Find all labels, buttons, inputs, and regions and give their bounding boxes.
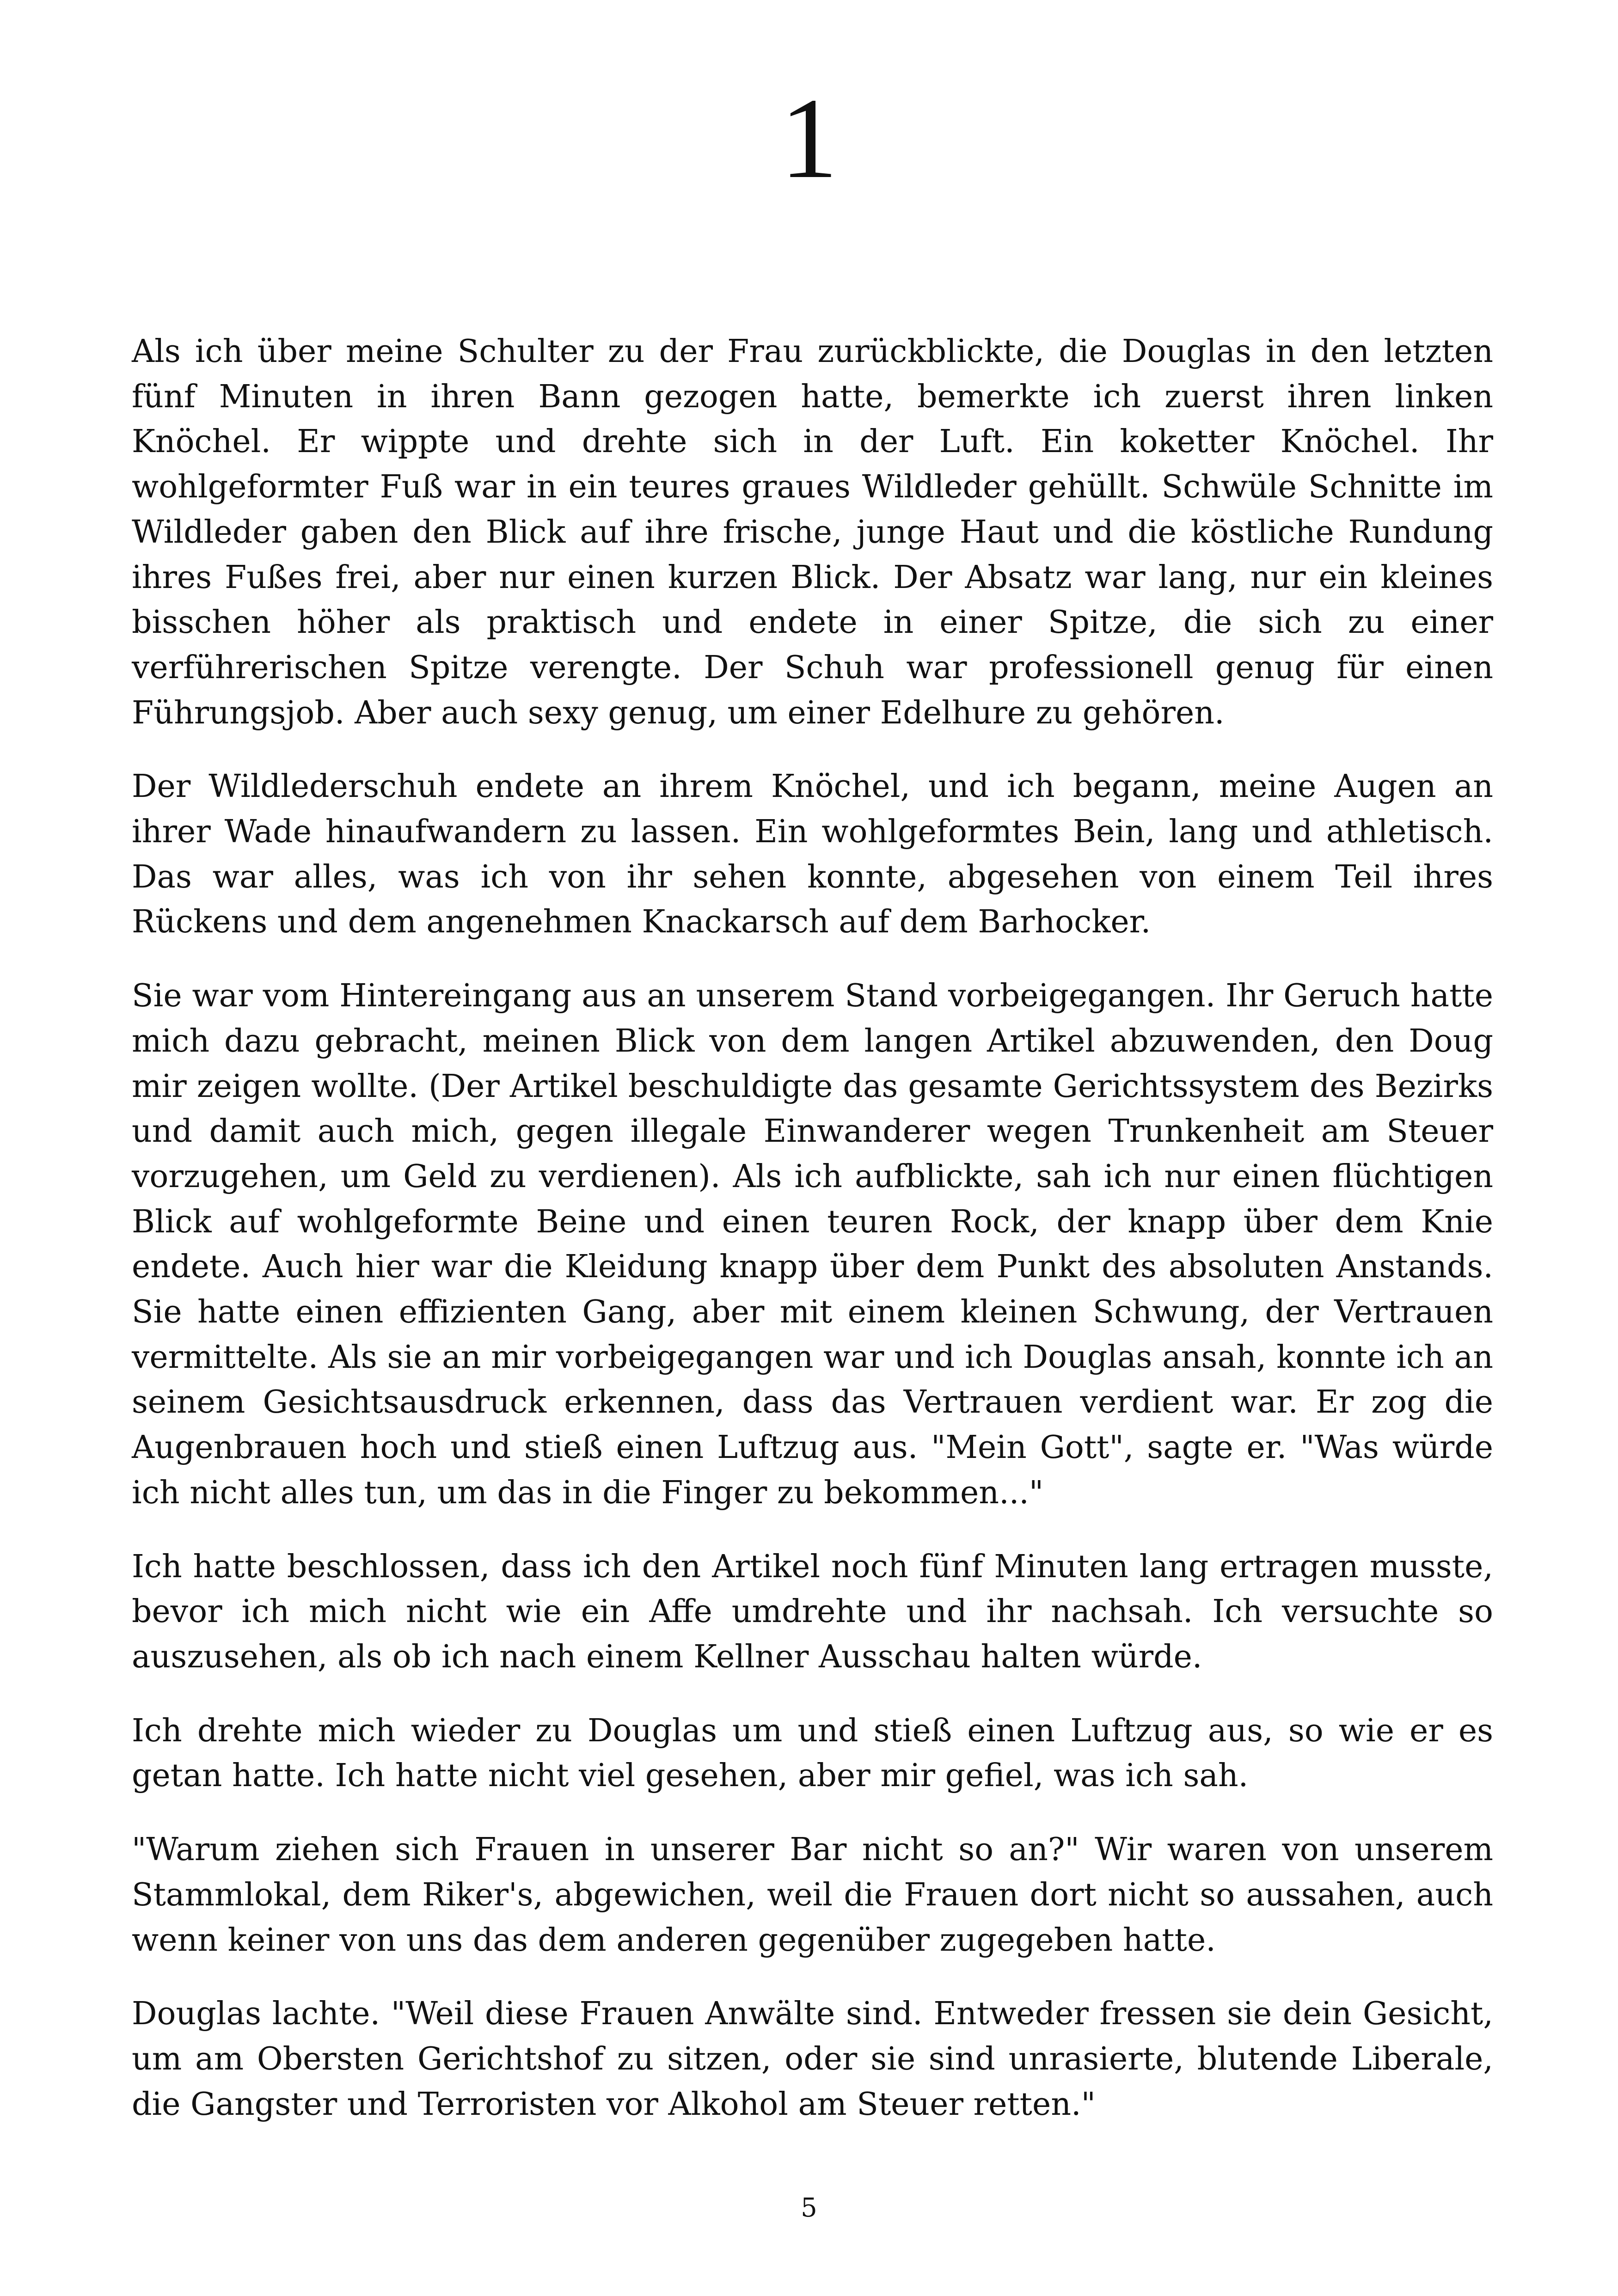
chapter-body	[132, 329, 1493, 2155]
paragraph: Ich hatte beschlossen, dass ich den Artikel noch fünf Minuten lang ertragen musste, bevor ich mich nicht wie ein Affe umdrehte und ihr nachsah. Ich versuchte so auszusehen, als ob ich nach einem Kellner Ausschau halten würde.	[132, 1548, 1493, 1675]
paragraph: Douglas lachte. "Weil diese Frauen Anwälte sind. Entweder fressen sie dein Gesicht, um am Obersten Gerichtshof zu sitzen, oder sie sind unrasierte, blutende Liberale, die Gangster und Terroristen vor Alkohol am Steuer retten."	[132, 1996, 1493, 2123]
page-number: 5	[801, 2193, 817, 2223]
paragraph: Ich drehte mich wieder zu Douglas um und stieß einen Luftzug aus, so wie er es getan hatte. Ich hatte nicht viel gesehen, aber mir gefiel, was ich sah.	[132, 1712, 1493, 1794]
paragraph: "Warum ziehen sich Frauen in unserer Bar nicht so an?" Wir waren von unserem Stammlokal, dem Riker's, abgewichen, weil die Frauen dort nicht so aussahen, auch wenn keiner von uns das dem anderen gegenüber zugegeben hatte.	[132, 1831, 1493, 1959]
paragraph: Als ich über meine Schulter zu der Frau zurückblickte, die Douglas in den letzten fünf Minuten in ihren Bann gezogen hatte, bemerkte ich zuerst ihren linken Knöchel. Er wippte und drehte sich in der Luft. Ein koketter Knöchel. Ihr wohlgeformter Fuß war in ein teures graues Wildleder gehüllt. Schwüle Schnitte im Wildleder gaben den Blick auf ihre frische, junge Haut und die köstliche Rundung ihres Fußes frei, aber nur einen kurzen Blick. Der Absatz war lang, nur ein kleines bisschen höher als praktisch und endete in einer Spitze, die sich zu einer verführerischen Spitze verengte. Der Schuh war professionell genug für einen Führungsjob. Aber auch sexy genug, um einer Edelhure zu gehören.	[132, 333, 1493, 731]
paragraph: Der Wildlederschuh endete an ihrem Knöchel, und ich begann, meine Augen an ihrer Wade hinaufwandern zu lassen. Ein wohlgeformtes Bein, lang und athletisch. Das war alles, was ich von ihr sehen konnte, abgesehen von einem Teil ihres Rückens und dem angenehmen Knackarsch auf dem Barhocker.	[132, 768, 1493, 941]
chapter-number: 1	[780, 74, 838, 202]
paragraph: Sie war vom Hintereingang aus an unserem Stand vorbeigegangen. Ihr Geruch hatte mich dazu gebracht, meinen Blick von dem langen Artikel abzuwenden, den Doug mir zeigen wollte. (Der Artikel beschuldigte das gesamte Gerichtssystem des Bezirks und damit auch mich, gegen illegale Einwanderer wegen Trunkenheit am Steuer vorzugehen, um Geld zu verdienen). Als ich aufblickte, sah ich nur einen flüchtigen Blick auf wohlgeformte Beine und einen teuren Rock, der knapp über dem Knie endete. Auch hier war die Kleidung knapp über dem Punkt des absoluten Anstands. Sie hatte einen effizienten Gang, aber mit einem kleinen Schwung, der Vertrauen vermittelte. Als sie an mir vorbeigegangen war und ich Douglas ansah, konnte ich an seinem Gesichtsausdruck erkennen, dass das Vertrauen verdient war. Er zog die Augenbrauen hoch und stieß einen Luftzug aus. "Mein Gott", sagte er. "Was würde ich nicht alles tun, um das in die Finger zu bekommen..."	[132, 978, 1493, 1511]
